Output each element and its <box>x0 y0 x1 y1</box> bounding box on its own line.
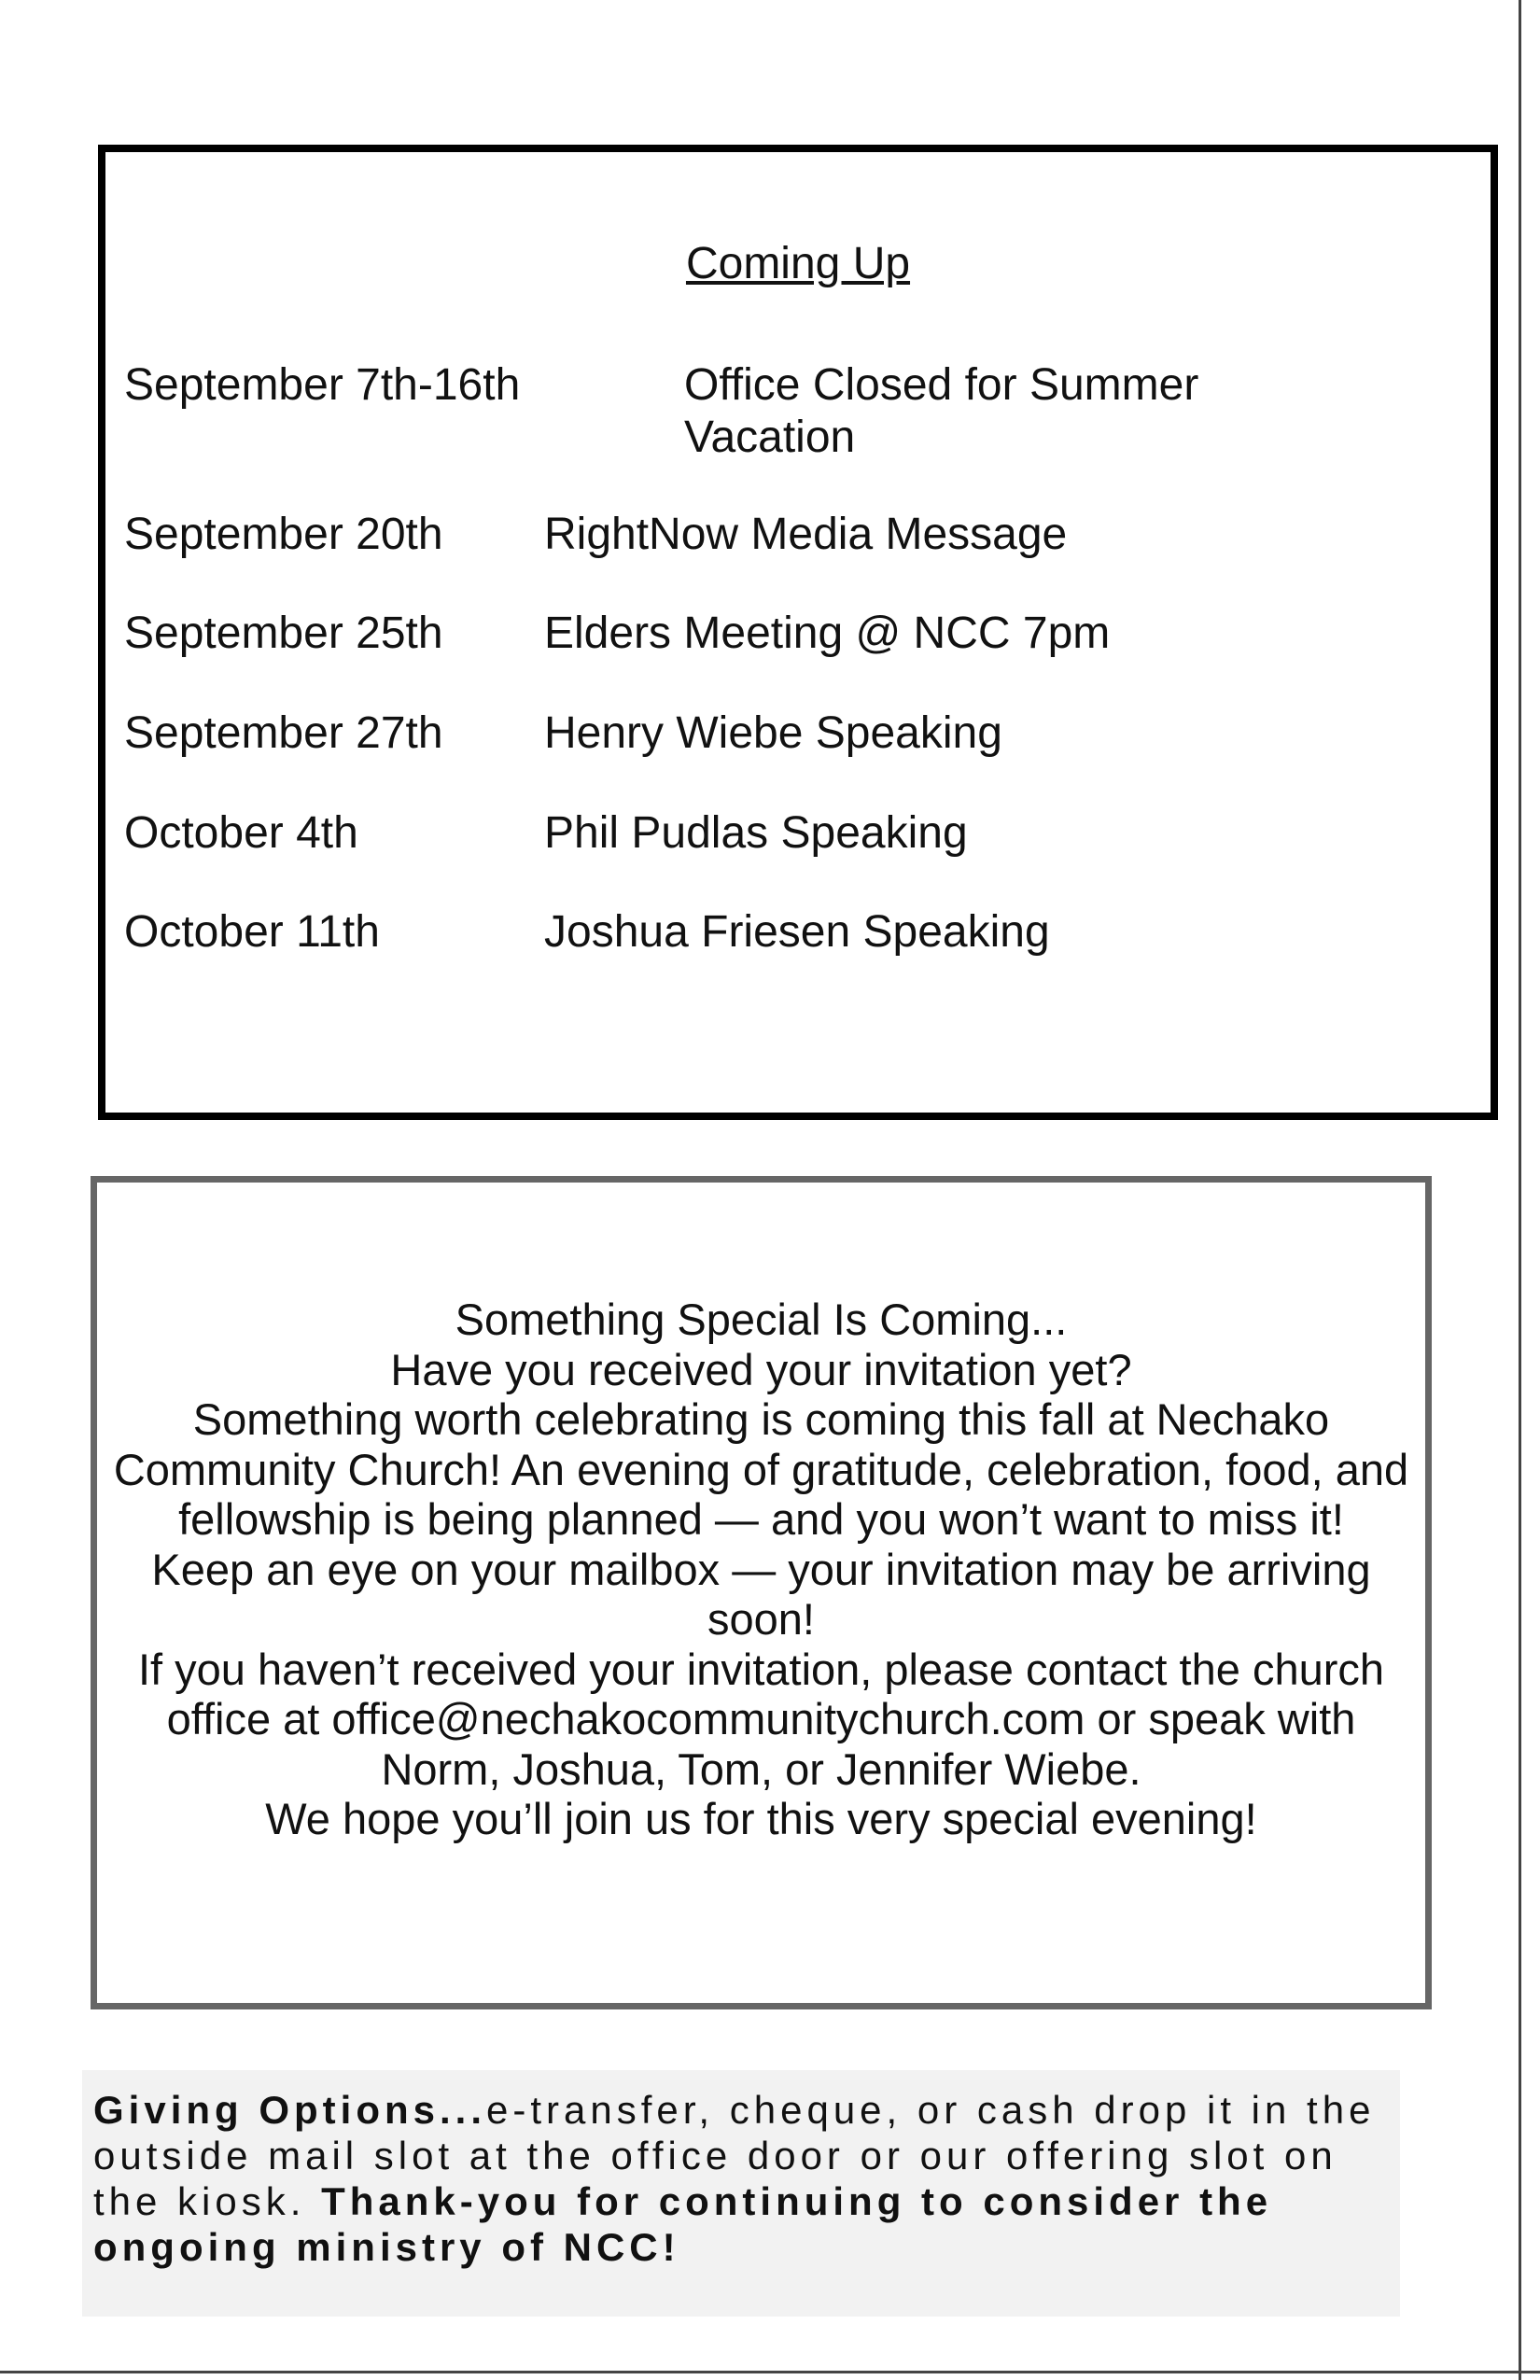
giving-options-box <box>82 2070 1400 2317</box>
event-date: September 20th <box>124 510 443 559</box>
special-paragraph: If you haven’t received your invitation, please contact the church office at office@nechakocommunitychurch.com or speak with Norm, Joshua, Tom, or Jennifer Wiebe. <box>137 1644 1385 1794</box>
special-closing: We hope you’ll join us for this very special evening! <box>265 1794 1257 1843</box>
event-description: Joshua Friesen Speaking <box>544 907 1050 957</box>
event-description: Phil Pudlas Speaking <box>544 808 968 858</box>
event-description: RightNow Media Message <box>544 510 1068 559</box>
event-description: Elders Meeting @ NCC 7pm <box>544 609 1111 658</box>
event-date: September 7th-16th <box>124 360 521 410</box>
special-paragraph: Keep an eye on your mailbox — your invitation may be arriving soon! <box>151 1544 1371 1644</box>
page-edge-bottom <box>0 2371 1540 2373</box>
event-description <box>684 359 1198 464</box>
coming-up-title: Coming Up <box>685 239 911 288</box>
special-heading: Something Special Is Coming... <box>455 1295 1068 1344</box>
event-description-line: Vacation <box>684 413 856 462</box>
special-announcement-body <box>106 1295 1416 1844</box>
event-date: September 27th <box>124 708 443 758</box>
special-paragraph: Something worth celebrating is coming this fall at Nechako Community Church! An evening of gratitude, celebration, food, and fellowship is being planned — and you won’t want to miss it! <box>113 1394 1409 1544</box>
event-date: September 25th <box>124 609 443 658</box>
event-date: October 11th <box>124 907 380 957</box>
special-announcement-box <box>91 1176 1432 2009</box>
special-question: Have you received your invitation yet? <box>390 1344 1132 1394</box>
event-date: October 4th <box>124 808 358 858</box>
event-description: Henry Wiebe Speaking <box>544 708 1002 758</box>
event-description-line: Office Closed for Summer <box>684 360 1199 410</box>
giving-text: e-transfer, cheque, or cash drop it in the outside mail slot at the office door or our offering slot on the kiosk. <box>93 2088 1376 2223</box>
page-edge-right <box>1519 0 1521 2380</box>
coming-up-box <box>98 145 1498 1120</box>
giving-thanks: Thank-you for continuing to consider the ongoing ministry of NCC! <box>93 2179 1273 2269</box>
giving-label: Giving Options... <box>93 2088 486 2132</box>
